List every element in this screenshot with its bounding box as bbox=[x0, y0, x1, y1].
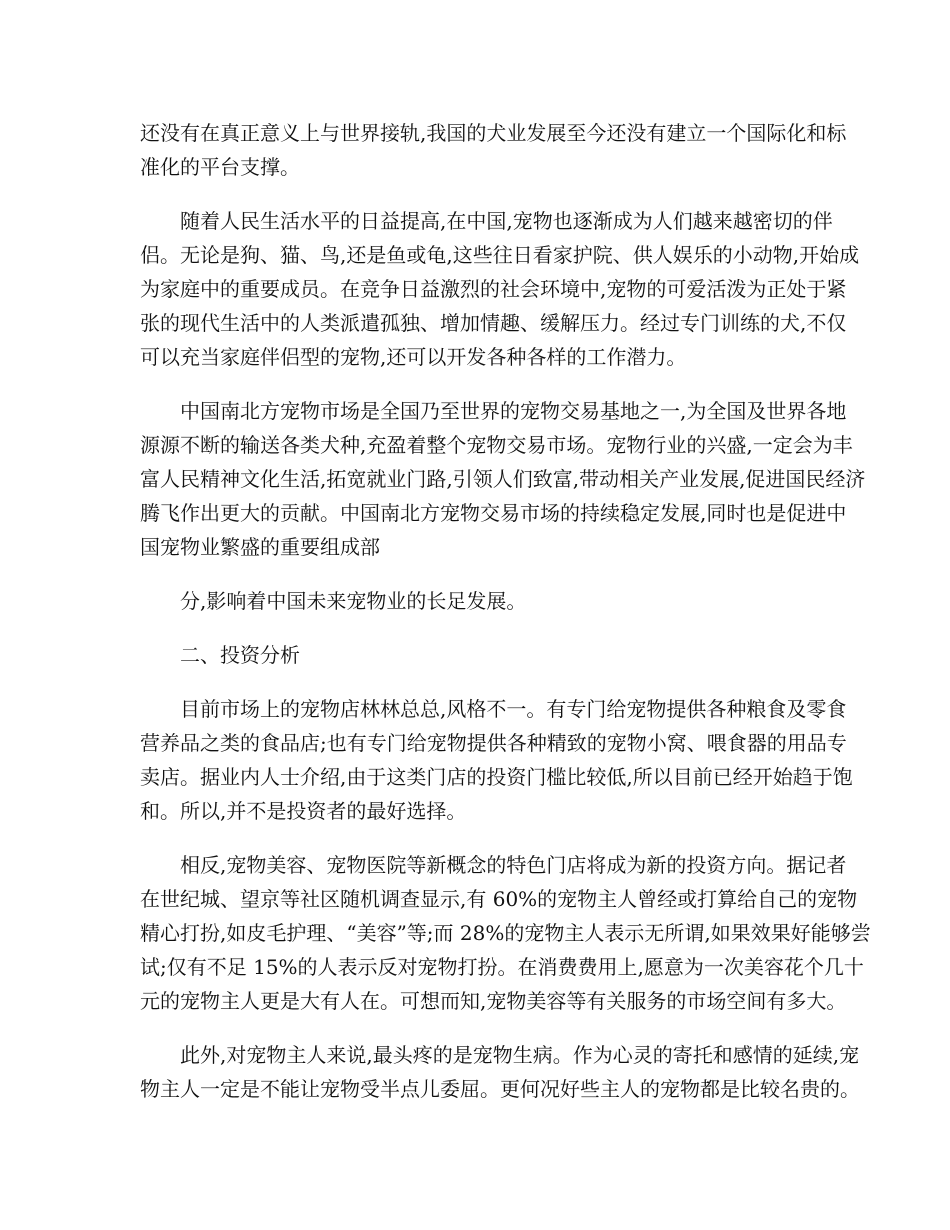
paragraph-7 bbox=[140, 1038, 860, 1106]
text-line: 准化的平台支撑。 bbox=[140, 155, 300, 179]
text-line: 试;仅有不足 15%的人表示反对宠物打扮。在消费费用上,愿意为一次美容花个几十 bbox=[140, 955, 864, 979]
text-line: 为家庭中的重要成员。在竞争日益激烈的社会环境中,宠物的可爱活泼为正处于紧 bbox=[140, 277, 847, 301]
text-line: 营养品之类的食品店;也有专门给宠物提供各种精致的宠物小窝、喂食器的用品专 bbox=[140, 731, 847, 755]
text-line: 目前市场上的宠物店林林总总,风格不一。有专门给宠物提供各种粮食及零食 bbox=[180, 697, 847, 721]
text-line: 还没有在真正意义上与世界接轨,我国的犬业发展至今还没有建立一个国际化和标 bbox=[140, 121, 847, 145]
text-line: 分,影响着中国未来宠物业的长足发展。 bbox=[180, 589, 527, 613]
text-line: 张的现代生活中的人类派遣孤独、增加情趣、缓解压力。经过专门训练的犬,不仅 bbox=[140, 311, 847, 335]
paragraph-1 bbox=[140, 116, 847, 184]
paragraph-5 bbox=[140, 692, 853, 828]
text-line: 可以充当家庭伴侣型的宠物,还可以开发各种各样的工作潜力。 bbox=[140, 345, 687, 369]
text-line: 精心打扮,如皮毛护理、“美容”等;而 28%的宠物主人表示无所谓,如果效果好能够尝 bbox=[140, 921, 871, 945]
text-line: 富人民精神文化生活,拓宽就业门路,引领人们致富,带动相关产业发展,促进国民经济 bbox=[140, 467, 866, 491]
text-line: 源源不断的输送各类犬种,充盈着整个宠物交易市场。宠物行业的兴盛,一定会为丰 bbox=[140, 433, 853, 457]
section-heading-text: 二、投资分析 bbox=[180, 643, 300, 667]
text-line: 卖店。据业内人士介绍,由于这类门店的投资门槛比较低,所以目前已经开始趋于饱 bbox=[140, 765, 853, 789]
text-line: 此外,对宠物主人来说,最头疼的是宠物生病。作为心灵的寄托和感情的延续,宠 bbox=[180, 1043, 860, 1067]
document-body bbox=[140, 116, 871, 1126]
paragraph-3 bbox=[140, 394, 866, 564]
text-line: 中国南北方宠物市场是全国乃至世界的宠物交易基地之一,为全国及世界各地 bbox=[180, 399, 847, 423]
text-line: 腾飞作出更大的贡献。中国南北方宠物交易市场的持续稳定发展,同时也是促进中 bbox=[140, 501, 847, 525]
section-heading bbox=[140, 638, 820, 672]
paragraph-6 bbox=[140, 848, 871, 1018]
paragraph-4 bbox=[140, 584, 820, 618]
text-line: 随着人民生活水平的日益提高,在中国,宠物也逐渐成为人们越来越密切的伴 bbox=[180, 209, 833, 233]
text-line: 国宠物业繁盛的重要组成部 bbox=[140, 535, 380, 559]
text-line: 相反,宠物美容、宠物医院等新概念的特色门店将成为新的投资方向。据记者 bbox=[180, 853, 847, 877]
text-line: 侣。无论是狗、猫、鸟,还是鱼或龟,这些往日看家护院、供人娱乐的小动物,开始成 bbox=[140, 243, 860, 267]
text-line: 物主人一定是不能让宠物受半点儿委屈。更何况好些主人的宠物都是比较名贵的。 bbox=[140, 1077, 860, 1101]
text-line: 元的宠物主人更是大有人在。可想而知,宠物美容等有关服务的市场空间有多大。 bbox=[140, 989, 847, 1013]
paragraph-2 bbox=[140, 204, 860, 374]
text-line: 和。所以,并不是投资者的最好选择。 bbox=[140, 799, 467, 823]
text-line: 在世纪城、望京等社区随机调查显示,有 60%的宠物主人曾经或打算给自己的宠物 bbox=[140, 887, 858, 911]
